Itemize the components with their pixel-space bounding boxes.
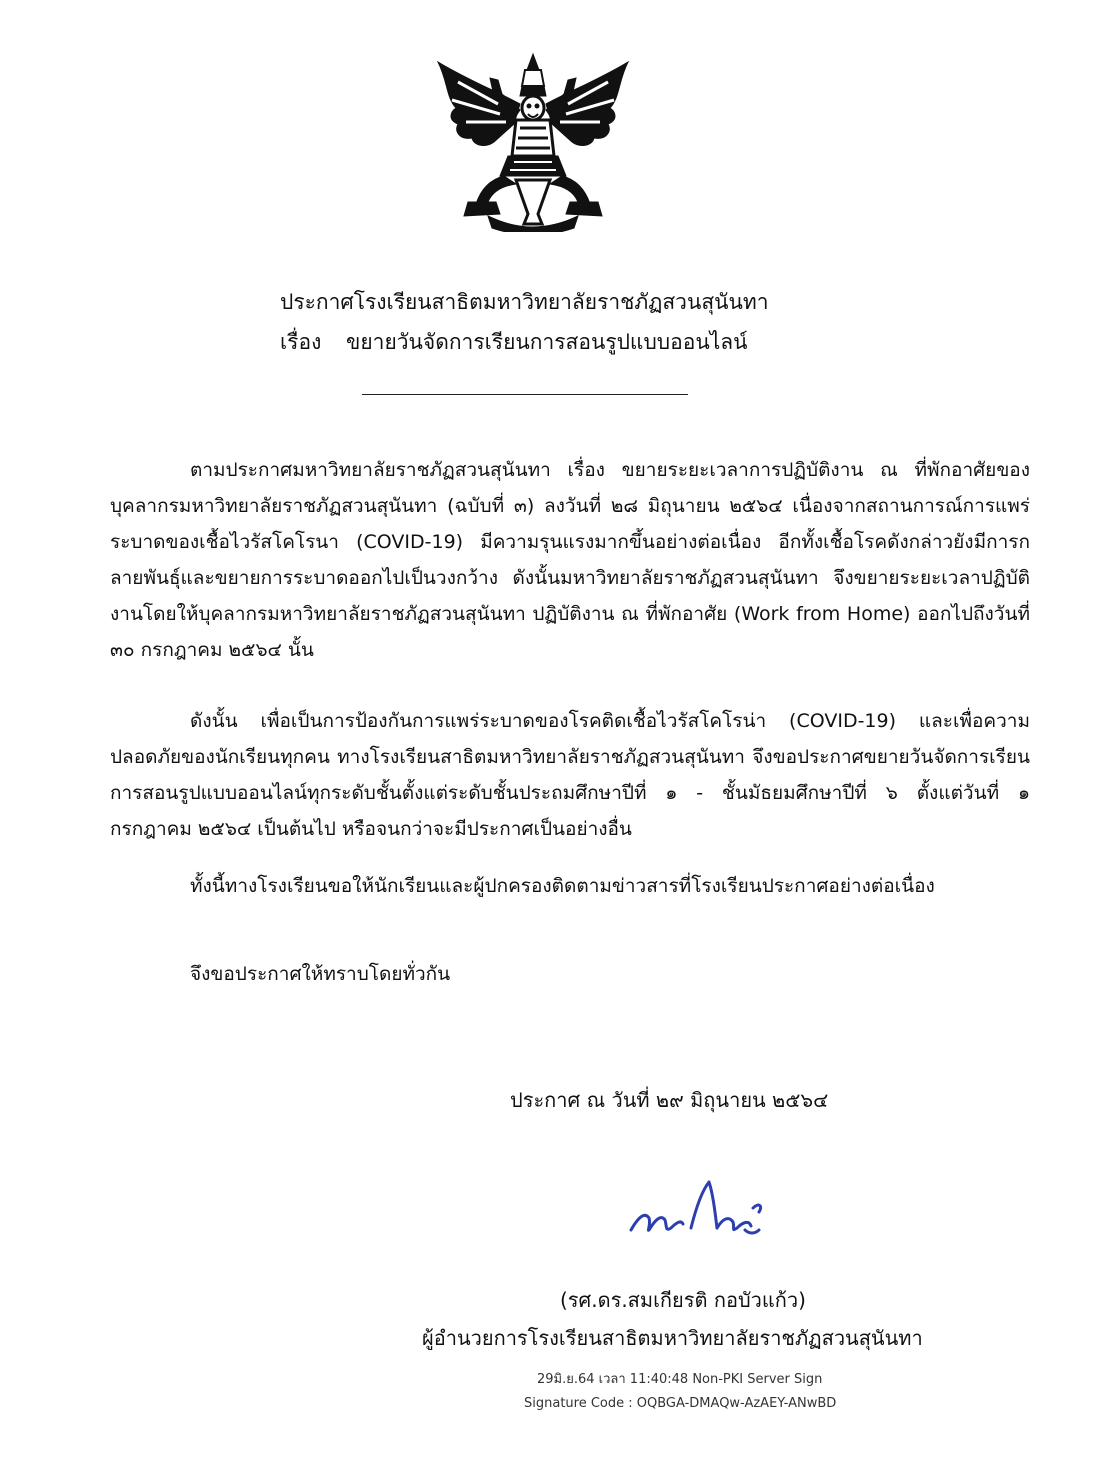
garuda-emblem-icon	[428, 52, 638, 232]
paragraph-text: ทั้งนี้ทางโรงเรียนขอให้นักเรียนและผู้ปกครองติดตามข่าวสารที่โรงเรียนประกาศอย่างต่อเนื่อง	[190, 875, 935, 897]
signer-title: ผู้อำนวยการโรงเรียนสาธิตมหาวิทยาลัยราชภัฏสวนสุนันทา	[422, 1326, 923, 1350]
paragraph-text: จึงขอประกาศให้ทราบโดยทั่วกัน	[190, 963, 451, 985]
announcement-title: ประกาศโรงเรียนสาธิตมหาวิทยาลัยราชภัฏสวนสุนันทา	[280, 290, 769, 314]
signature-code: Signature Code : OQBGA-DMAQw-AzAEY-ANwBD	[524, 1396, 837, 1411]
announcement-subject	[280, 326, 748, 359]
signer-name: (รศ.ดร.สมเกียรติ กอบัวแก้ว)	[560, 1288, 806, 1312]
paragraph-text: ตามประกาศมหาวิทยาลัยราชภัฏสวนสุนันทา เรื่อง ขยายระยะเวลาการปฏิบัติงาน ณ ที่พักอาศัยของบุคลากรมหาวิทยาลัยราชภัฏสวนสุนันทา (ฉบับที่ ๓) ลงวันที่ ๒๘ มิถุนายน ๒๕๖๔ เนื่องจากสถานการณ์การแพร่ระบาดของเชื้อไวรัสโคโรนา (COVID-19) มีความรุนแรงมากขึ้นอย่างต่อเนื่อง อีกทั้งเชื้อโรคดังกล่าวยังมีการกลายพันธุ์และขยายการระบาดออกไปเป็นวงกว้าง ดังนั้นมหาวิทยาลัยราชภัฏสวนสุนันทา จึงขยายระยะเวลาปฏิบัติงานโดยให้บุคลากรมหาวิทยาลัยราชภัฏสวนสุนันทา ปฏิบัติงาน ณ ที่พักอาศัย (Work from Home) ออกไปถึงวันที่ ๓๐ กรกฎาคม ๒๕๖๔ นั้น	[110, 459, 1030, 661]
paragraph-text: ดังนั้น เพื่อเป็นการป้องกันการแพร่ระบาดของโรคติดเชื้อไวรัสโคโรน่า (COVID-19) และเพื่อความปลอดภัยของนักเรียนทุกคน ทางโรงเรียนสาธิตมหาวิทยาลัยราชภัฏสวนสุนันทา จึงขอประกาศขยายวันจัดการเรียนการสอนรูปแบบออนไลน์ทุกระดับชั้นตั้งแต่ระดับชั้นประถมศึกษาปีที่ ๑ - ชั้นมัธยมศึกษาปีที่ ๖ ตั้งแต่วันที่ ๑ กรกฎาคม ๒๕๖๔ เป็นต้นไป หรือจนกว่าจะมีประกาศเป็นอย่างอื่น	[110, 710, 1030, 840]
handwritten-signature	[625, 1172, 785, 1252]
announcement-date: ประกาศ ณ วันที่ ๒๙ มิถุนายน ๒๕๖๔	[510, 1088, 829, 1112]
body-paragraph-2	[110, 703, 1030, 847]
subject-text: ขยายวันจัดการเรียนการสอนรูปแบบออนไลน์	[346, 330, 748, 354]
subject-label: เรื่อง	[280, 330, 322, 354]
body-paragraph-1	[110, 452, 1030, 668]
title-divider	[362, 394, 688, 395]
closing-statement	[110, 956, 1030, 992]
body-paragraph-3	[110, 868, 1030, 904]
server-sign-stamp: 29มิ.ย.64 เวลา 11:40:48 Non-PKI Server Sign	[537, 1372, 823, 1387]
